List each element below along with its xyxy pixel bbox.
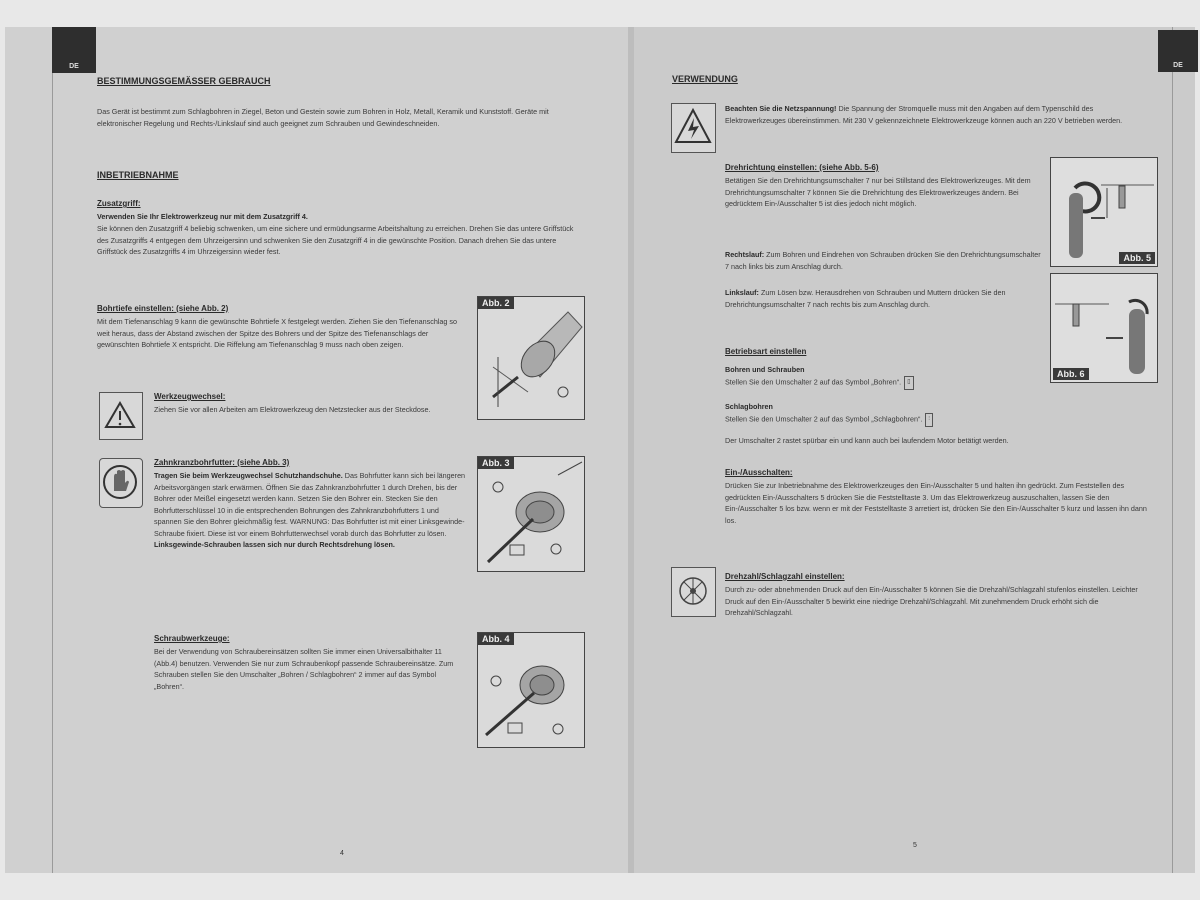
betriebsart-bohren-title: Bohren und Schrauben — [725, 365, 805, 374]
subtitle-drehrichtung: Drehrichtung einstellen: (siehe Abb. 5-6) — [725, 163, 879, 172]
betriebsart-bohren-line — [725, 376, 1025, 390]
subtitle-werkzeugwechsel: Werkzeugwechsel: — [154, 392, 226, 401]
paragraph-rechtslauf — [725, 249, 1045, 272]
paragraph-zusatzgriff: Sie können den Zusatzgriff 4 beliebig schwenken, um eine sichere und ermüdungsarme Arbeitshaltung zu erreichen. Drehen Sie das untere Griffstück des Zusatzgriffs 4 entgegen dem Uhrzeigersinn und schwenken Sie den Zusatzgriff 4 in die gewünschte Position. Danach drehen Sie das untere Griffstück des Zusatzgriffs 4 im Uhrzeigersinn wieder fest. — [97, 224, 574, 256]
netz-text: Die Spannung der Stromquelle muss mit den Angaben auf dem Typenschild des Elektrowerkzeuges übereinstimmen. Mit 230 V gekennzeichnete Elektrowerkzeuge können auch an 220 V betrieben werden. — [725, 104, 1123, 125]
section-title-inbetriebnahme: INBETRIEBNAHME — [97, 170, 179, 180]
figure-label-abb-5: Abb. 5 — [1119, 252, 1155, 264]
paragraph-linkslauf — [725, 287, 1045, 310]
betriebsart-schlag-title: Schlagbohren — [725, 402, 773, 411]
rechtslauf-bold: Rechtslauf: — [725, 250, 765, 259]
subtitle-einaus: Ein-/Ausschalten: — [725, 468, 793, 477]
hammer-drill-mode-icon: ⫶ — [925, 413, 933, 427]
paragraph-drehrichtung: Betätigen Sie den Drehrichtungsumschalter 7 nur bei Stillstand des Elektrowerkzeuges. Mit dem Drehrichtungsumschalter 7 können Sie die Drehrichtung des Elektrowerkzeuges ändern. Bei gedrücktem Ein-/Ausschalter 5 ist dies jedoch nicht möglich. — [725, 176, 1031, 208]
speed-dial-icon — [671, 567, 716, 617]
glove-icon — [99, 458, 143, 508]
figure-label-abb-3: Abb. 3 — [478, 457, 514, 469]
right-page — [633, 27, 1195, 873]
left-margin-line — [52, 27, 53, 873]
right-language-tab: DE — [1158, 30, 1198, 72]
section-title-bestimmung: BESTIMMUNGSGEMÄSSER GEBRAUCH — [97, 76, 271, 86]
paragraph-zahnkranz — [154, 470, 466, 551]
left-page-number: 4 — [340, 850, 344, 857]
electric-hazard-icon — [671, 103, 716, 153]
paragraph-werkzeugwechsel: Ziehen Sie vor allen Arbeiten am Elektrowerkzeug den Netzstecker aus der Steckdose. — [154, 405, 431, 414]
right-margin-line — [1172, 27, 1173, 873]
betriebsart-bohren-text: Stellen Sie den Umschalter 2 auf das Symbol „Bohren“. — [725, 377, 902, 387]
paragraph-bohrtiefe: Mit dem Tiefenanschlag 9 kann die gewünschte Bohrtiefe X festgelegt werden. Ziehen Sie den Tiefenanschlag so weit heraus, dass der Abstand zwischen der Spitze des Bohrers und der Spitze des Tiefenanschlags der gewünschten Bohrtiefe X entspricht. Die Riffelung am Tiefenanschlag 9 muss nach oben zeigen. — [97, 317, 457, 349]
rotation-left-illustration — [1051, 274, 1156, 381]
paragraph-betriebsart-note: Der Umschalter 2 rastet spürbar ein und kann auch bei laufendem Motor betätigt werden. — [725, 436, 1009, 445]
paragraph-bestimmung: Das Gerät ist bestimmt zum Schlagbohren in Ziegel, Beton und Gestein sowie zum Bohren in Holz, Metall, Keramik und Kunststoff. Geräte mit elektronischer Regelung und Rechts-/Linkslauf sind auch geeignet zum Schrauben und Gewindeschneiden. — [97, 107, 549, 128]
warning-icon — [99, 392, 143, 440]
figure-label-abb-4: Abb. 4 — [478, 633, 514, 645]
figure-abb-5 — [1050, 157, 1158, 267]
subtitle-betriebsart: Betriebsart einstellen — [725, 347, 807, 356]
paragraph-einaus: Drücken Sie zur Inbetriebnahme des Elektrowerkzeuges den Ein-/Ausschalter 5 und halten ihn gedrückt. Zum Feststellen des gedrückten Ein-/Ausschalters 5 drücken Sie die Feststelltaste 3. Um das Elektrowerkzeug auszuschalten, lassen Sie den Ein-/Ausschalter 5 los bzw. wenn er mit der Feststelltaste 3 arretiert ist, drücken Sie den Ein-/Ausschalter 5 kurz und lassen ihn dann los. — [725, 481, 1147, 525]
subtitle-zusatzgriff: Zusatzgriff: — [97, 199, 141, 208]
drill-mode-icon: ▯ — [904, 376, 913, 390]
subtitle-drehzahl: Drehzahl/Schlagzahl einstellen: — [725, 572, 845, 581]
bit-holder-illustration — [478, 633, 583, 746]
section-title-verwendung: VERWENDUNG — [672, 74, 738, 84]
linkslauf-text: Zum Lösen bzw. Herausdrehen von Schrauben und Muttern drücken Sie den Drehrichtungsumschalter 7 nach rechts bis zum Anschlag durch. — [725, 288, 1006, 309]
left-language-tab: DE — [52, 27, 96, 73]
zahnkranz-bold-end: Linksgewinde-Schrauben lassen sich nur durch Rechtsdrehung lösen. — [154, 540, 395, 549]
figure-label-abb-2: Abb. 2 — [478, 297, 514, 309]
betriebsart-schlag-text: Stellen Sie den Umschalter 2 auf das Symbol „Schlagbohren“. — [725, 414, 923, 424]
zusatzgriff-bold: Verwenden Sie Ihr Elektrowerkzeug nur mit dem Zusatzgriff 4. — [97, 212, 308, 221]
linkslauf-bold: Linkslauf: — [725, 288, 759, 297]
figure-abb-6 — [1050, 273, 1158, 383]
drill-depth-illustration — [478, 297, 583, 418]
rotation-right-illustration — [1051, 158, 1156, 265]
paragraph-drehzahl: Durch zu- oder abnehmenden Druck auf den Ein-/Ausschalter 5 können Sie die Drehzahl/Schlagzahl stufenlos einstellen. Leichter Druck auf den Ein-/Ausschalter 5 bewirkt eine niedrige Drehzahl/Schlagzahl. Mit zunehmendem Druck erhöht sich die Drehzahl/Schlagzahl. — [725, 585, 1138, 617]
subtitle-zahnkranz: Zahnkranzbohrfutter: (siehe Abb. 3) — [154, 458, 290, 467]
figure-abb-4 — [477, 632, 585, 748]
paragraph-netzspannung — [725, 103, 1150, 126]
figure-abb-2 — [477, 296, 585, 420]
chuck-illustration — [478, 457, 583, 570]
zahnkranz-text: Das Bohrfutter kann sich bei längeren Arbeitsvorgängen stark erwärmen. Öffnen Sie das Zahnkranzbohrfutter 1 durch Drehen, bis der Bohrer oder Meißel eingesetzt werden kann. Setzen Sie den Bohrer ein. Stecken Sie den Bohrfutterschlüssel 10 in die entsprechenden Bohrungen des Zahnkranzbohrfutters 1 und spannen Sie den Bohrer gleichmäßig fest. WARNUNG: Das Bohrfutter ist mit einer Linksgewinde-Schraube fixiert. Diese ist vor einem Bohrfutterwechsel vorab durch das Bohrfutter zu lösen. — [154, 471, 466, 538]
figure-label-abb-6: Abb. 6 — [1053, 368, 1089, 380]
figure-abb-3 — [477, 456, 585, 572]
subtitle-schraubwerkzeuge: Schraubwerkzeuge: — [154, 634, 230, 643]
netz-bold: Beachten Sie die Netzspannung! — [725, 104, 837, 113]
paragraph-schraubwerkzeuge: Bei der Verwendung von Schraubereinsätzen sollten Sie immer einen Universalbithalter 11 (Abb.4) benutzen. Verwenden Sie nur zum Schraubenkopf passende Schraubereinsätze. Zum Schrauben stellen Sie den Umschalter „Bohren / Schlagbohren“ 2 immer auf das Symbol „Bohren“. — [154, 647, 454, 691]
betriebsart-schlag-line — [725, 413, 1045, 427]
rechtslauf-text: Zum Bohren und Eindrehen von Schrauben drücken Sie den Drehrichtungsumschalter 7 nach links bis zum Anschlag durch. — [725, 250, 1041, 271]
book-spine — [628, 27, 634, 873]
right-page-number: 5 — [913, 842, 917, 849]
zahnkranz-bold: Tragen Sie beim Werkzeugwechsel Schutzhandschuhe. — [154, 471, 343, 480]
subtitle-bohrtiefe: Bohrtiefe einstellen: (siehe Abb. 2) — [97, 304, 229, 313]
